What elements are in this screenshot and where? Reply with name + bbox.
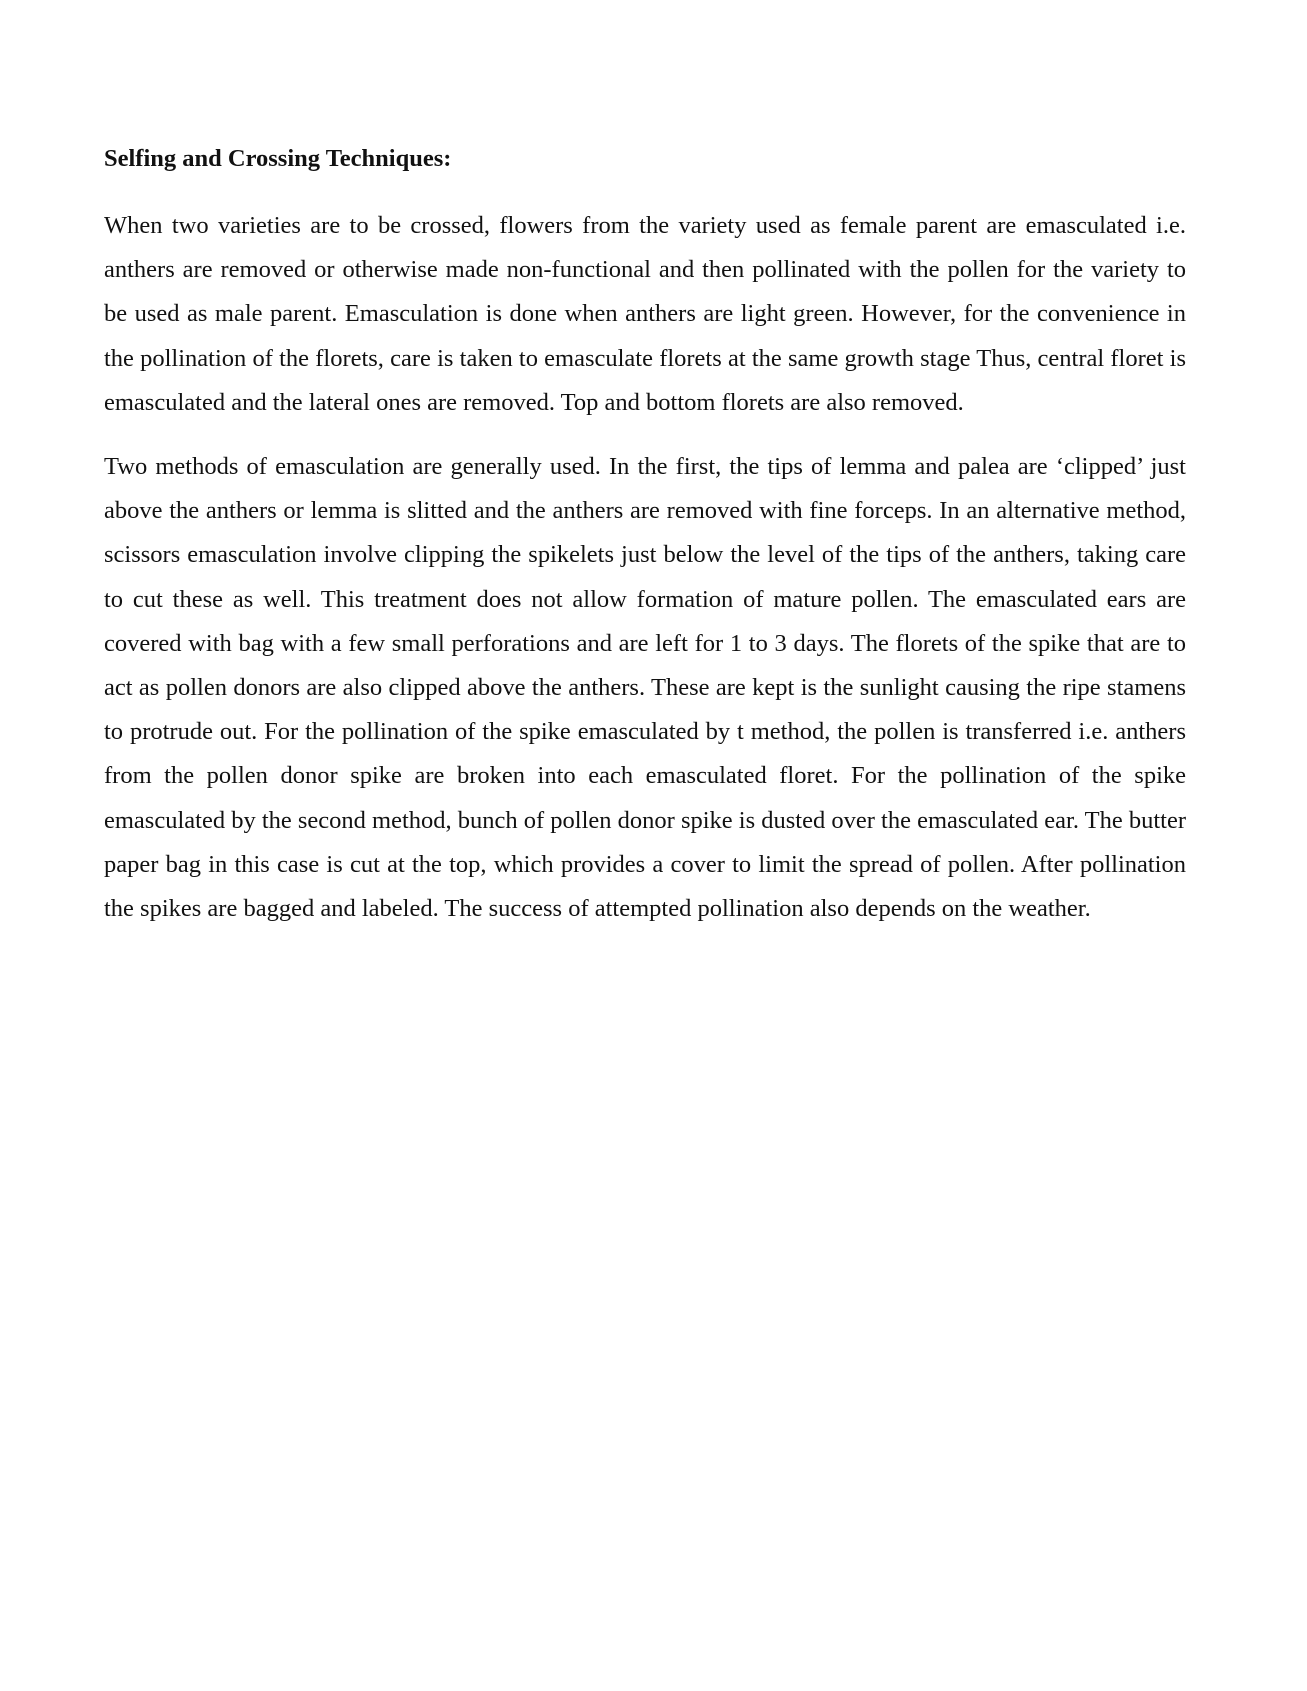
paragraph-crossing-intro: When two varieties are to be crossed, flowers from the variety used as female parent are emasculated i.e. anthers are removed or otherwise made non-functional and then pollinated with the pollen for the variety to be used as male parent. Emasculation is done when anthers are light green. However, for the convenience in the pollination of the florets, care is taken to emasculate florets at the same growth stage Thus, central floret is emasculated and the lateral ones are removed. Top and bottom florets are also removed.	[104, 212, 1186, 416]
document-body	[104, 142, 1186, 951]
section-heading: Selfing and Crossing Techniques:	[104, 145, 452, 172]
paragraph-emasculation-methods: Two methods of emasculation are generally used. In the first, the tips of lemma and palea are ‘clipped’ just above the anthers or lemma is slitted and the anthers are removed with fine forceps. In an alternative method, scissors emasculation involve clipping the spikelets just below the level of the tips of the anthers, taking care to cut these as well. This treatment does not allow formation of mature pollen. The emasculated ears are covered with bag with a few small perforations and are left for 1 to 3 days. The florets of the spike that are to act as pollen donors are also clipped above the anthers. These are kept is the sunlight causing the ripe stamens to protrude out. For the pollination of the spike emasculated by t method, the pollen is transferred i.e. anthers from the pollen donor spike are broken into each emasculated floret. For the pollination of the spike emasculated by the second method, bunch of pollen donor spike is dusted over the emasculated ear. The butter paper bag in this case is cut at the top, which provides a cover to limit the spread of pollen. After pollination the spikes are bagged and labeled. The success of attempted pollination also depends on the weather.	[104, 453, 1186, 923]
